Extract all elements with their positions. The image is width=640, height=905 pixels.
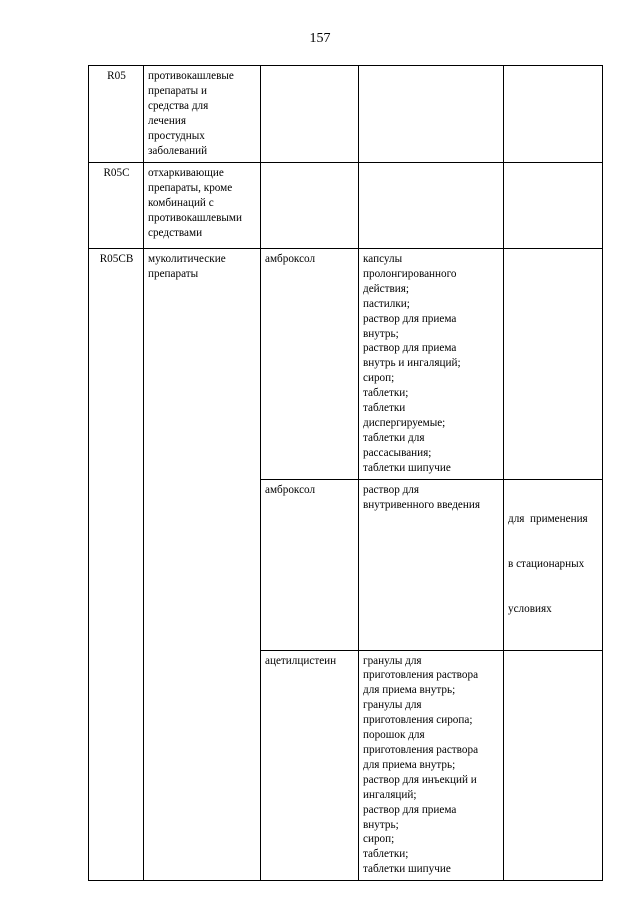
note-cell	[504, 479, 603, 650]
dosage-form-line: сироп;	[363, 372, 395, 385]
dosage-form-line: для приема внутрь;	[363, 758, 456, 771]
atc-code-cell: R05CB	[89, 249, 144, 881]
dosage-form-cell	[359, 66, 504, 163]
dosage-form-line: раствор для инъекций и	[363, 773, 477, 786]
dosage-form-cell	[359, 479, 504, 650]
dosage-form-line: таблетки шипучие	[363, 863, 451, 876]
group-name-line: противокашлевыми	[148, 211, 242, 224]
group-name-line: комбинаций с	[148, 196, 214, 209]
group-name-line: заболеваний	[148, 144, 208, 157]
dosage-form-line: капсулы	[363, 253, 403, 265]
note-line: для применения	[508, 513, 588, 526]
dosage-form-line: рассасывания;	[363, 446, 432, 459]
dosage-form-cell	[359, 163, 504, 249]
dosage-form-line: ингаляций;	[363, 788, 417, 801]
dosage-form-line: внутрь;	[363, 327, 399, 340]
dosage-form-line: порошок для	[363, 729, 425, 742]
dosage-form-line: для приема внутрь;	[363, 684, 456, 697]
note-line: условиях	[508, 602, 552, 615]
dosage-form-line: раствор для приема	[363, 803, 457, 816]
dosage-form-line: таблетки	[363, 402, 406, 415]
dosage-form-line: таблетки шипучие	[363, 461, 451, 474]
group-name-cell	[144, 163, 261, 249]
dosage-form-line: диспергируемые;	[363, 416, 446, 429]
group-name-line: средствами	[148, 226, 203, 239]
dosage-form-line: приготовления сиропа;	[363, 714, 473, 727]
note-cell	[504, 249, 603, 480]
group-name-cell	[144, 66, 261, 163]
dosage-form-line: гранулы для	[363, 699, 422, 712]
substance-cell: амброксол	[261, 479, 359, 650]
dosage-form-line: раствор для приема	[363, 312, 457, 325]
group-name-line: средства для	[148, 99, 209, 112]
substance-cell	[261, 163, 359, 249]
dosage-form-line: внутрь;	[363, 818, 399, 831]
dosage-form-line: пролонгированного	[363, 267, 457, 280]
table-row	[89, 66, 603, 163]
note-cell	[504, 650, 603, 881]
group-name-line: отхаркивающие	[148, 167, 224, 179]
substance-cell: ацетилцистеин	[261, 650, 359, 881]
dosage-form-line: приготовления раствора	[363, 669, 479, 682]
note-cell	[504, 66, 603, 163]
note-cell	[504, 163, 603, 249]
group-name-line: противокашлевые	[148, 70, 234, 82]
substance-cell	[261, 66, 359, 163]
group-name-line: простудных	[148, 129, 205, 142]
dosage-form-line: раствор для	[363, 483, 420, 496]
group-name-cell	[144, 249, 261, 881]
atc-code-cell: R05	[89, 66, 144, 163]
dosage-form-line: таблетки;	[363, 848, 409, 861]
drug-table	[88, 65, 603, 881]
table-row	[89, 249, 603, 480]
dosage-form-cell	[359, 650, 504, 881]
dosage-form-line: действия;	[363, 282, 410, 295]
group-name-line: препараты, кроме	[148, 181, 233, 194]
atc-code-cell: R05C	[89, 163, 144, 249]
dosage-form-cell	[359, 249, 504, 480]
dosage-form-line: таблетки для	[363, 431, 425, 444]
dosage-form-line: гранулы для	[363, 654, 422, 667]
note-line: в стационарных	[508, 558, 585, 571]
group-name-line: препараты и	[148, 84, 207, 97]
dosage-form-line: таблетки;	[363, 387, 409, 400]
dosage-form-line: пастилки;	[363, 297, 410, 310]
page-number: 157	[309, 31, 331, 46]
dosage-form-line: внутривенного введения	[363, 498, 481, 511]
substance-cell: амброксол	[261, 249, 359, 480]
dosage-form-line: раствор для приема	[363, 342, 457, 355]
dosage-form-line: сироп;	[363, 833, 395, 846]
dosage-form-line: приготовления раствора	[363, 744, 479, 756]
group-name-line: лечения	[148, 114, 186, 127]
group-name-line: муколитические	[148, 253, 226, 265]
group-name-line: препараты	[148, 267, 199, 280]
table-row	[89, 163, 603, 249]
dosage-form-line: внутрь и ингаляций;	[363, 357, 461, 370]
